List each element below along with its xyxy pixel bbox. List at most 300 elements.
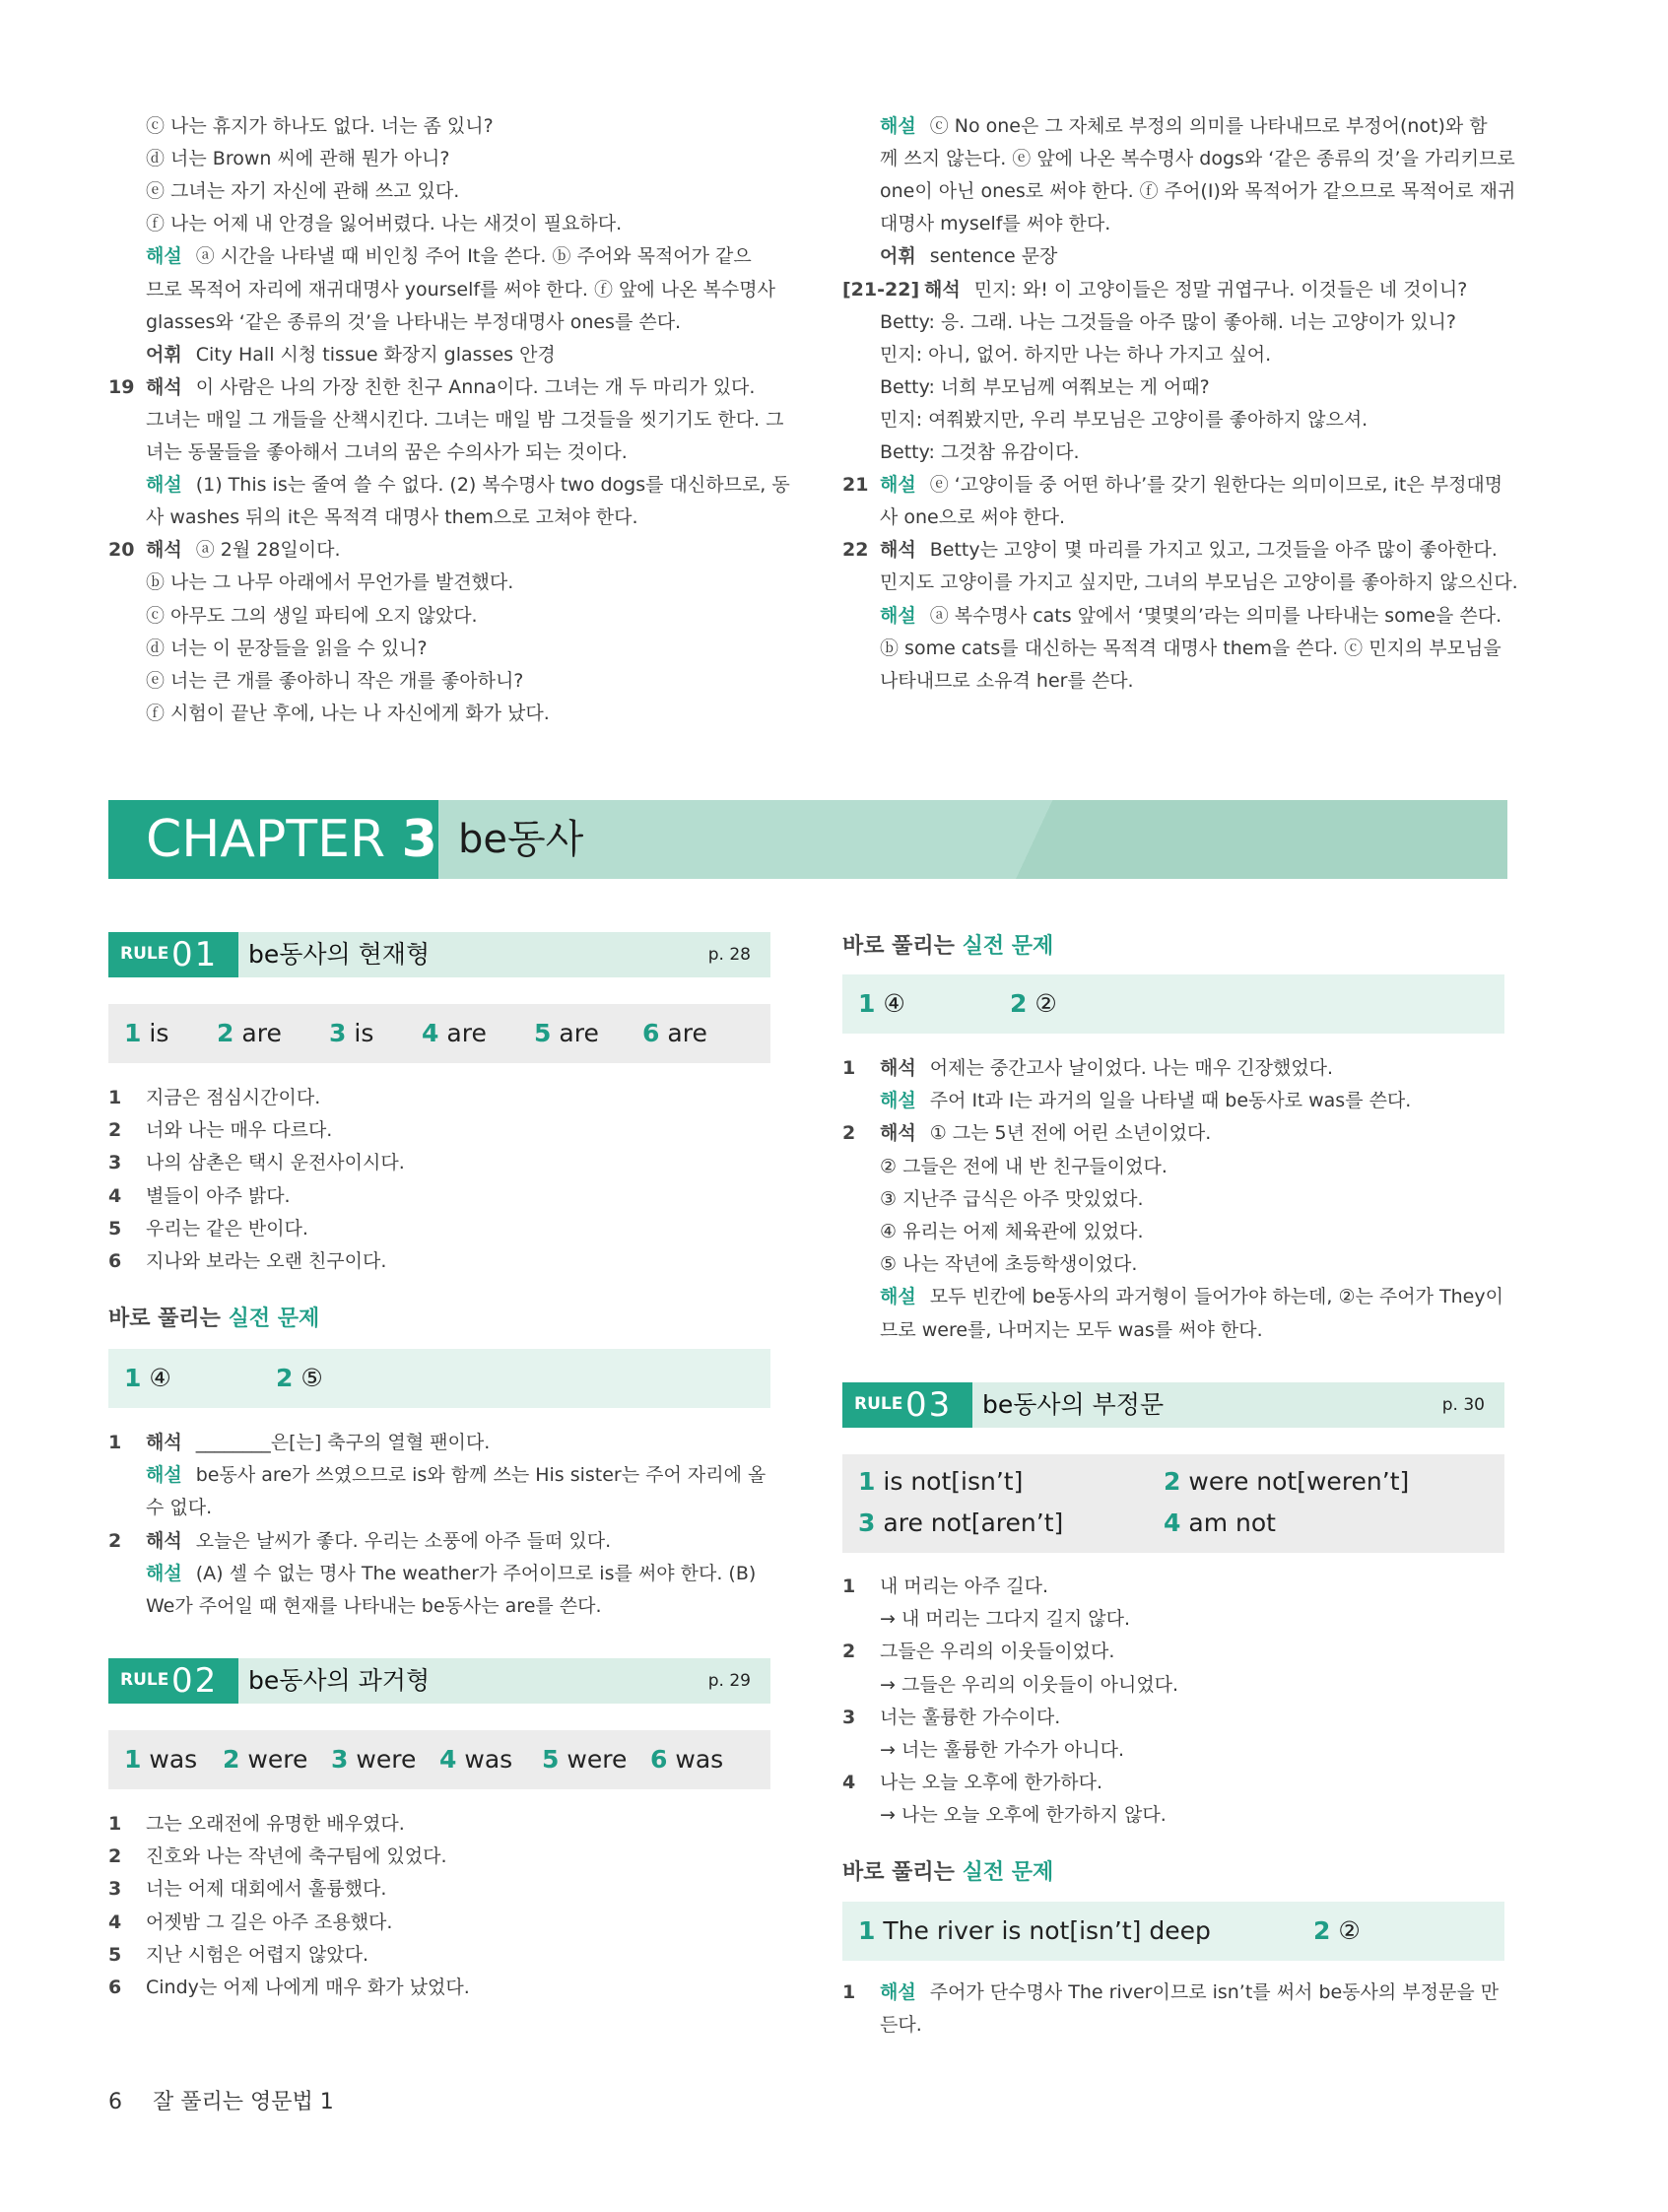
rule-02-answer-box bbox=[108, 1730, 770, 1789]
answer-value: am not bbox=[1188, 1508, 1276, 1537]
line-text: (1) This is는 줄여 쓸 수 없다. (2) 복수명사 two dogs를 대신하므로, 동 bbox=[195, 474, 790, 497]
answer-number: 4 bbox=[1164, 1508, 1181, 1537]
practice-title-b: 실전 문제 bbox=[962, 934, 1054, 959]
item-number: 2 bbox=[108, 1845, 122, 1868]
line-text: ⓑ 나는 그 나무 아래에서 무언가를 발견했다. bbox=[146, 571, 514, 594]
chapter-number: 3 bbox=[401, 810, 437, 869]
line-body bbox=[146, 469, 790, 502]
line-body bbox=[146, 1590, 602, 1623]
answer-number: 5 bbox=[542, 1745, 560, 1774]
answer-item bbox=[650, 1730, 723, 1789]
answer-value: were bbox=[567, 1745, 628, 1774]
item-number: 1 bbox=[108, 1432, 122, 1453]
line-body bbox=[146, 274, 775, 306]
line-text: 나타내므로 소유격 her를 쓴다. bbox=[880, 669, 1134, 692]
item-number: 5 bbox=[108, 1943, 122, 1966]
rule-tag bbox=[842, 1382, 972, 1428]
answer-number: 4 bbox=[439, 1745, 457, 1774]
line-text: City Hall 시청 tissue 화장지 glasses 안경 bbox=[195, 343, 556, 366]
line-body bbox=[146, 1459, 766, 1492]
answer-number: 3 bbox=[331, 1745, 349, 1774]
label-keyword: 해석 bbox=[880, 1057, 916, 1079]
label-keyword: 해설 bbox=[880, 1286, 916, 1308]
answer-number: 1 bbox=[858, 989, 876, 1018]
label-keyword: 해설 bbox=[880, 1090, 916, 1112]
line-text: ⓐ 복수명사 cats 앞에서 ‘몇몇의’라는 의미를 나타내는 some을 쓴다. bbox=[929, 604, 1502, 627]
item-number: 22 bbox=[842, 539, 869, 562]
answer-item bbox=[542, 1730, 627, 1789]
answer-value: ② bbox=[1034, 989, 1057, 1018]
line-body bbox=[146, 698, 550, 730]
answer-item bbox=[223, 1730, 307, 1789]
rule-tag-label: RULE bbox=[854, 1394, 903, 1414]
item-number: 4 bbox=[842, 1772, 856, 1794]
line-body bbox=[880, 436, 1079, 469]
answer-value: was bbox=[464, 1745, 513, 1774]
line-text: ③ 지난주 급식은 아주 맛있었다. bbox=[880, 1187, 1144, 1210]
line-text: ⑤ 나는 작년에 초등학생이었다. bbox=[880, 1253, 1138, 1276]
line-body bbox=[880, 1085, 1411, 1117]
answer-value: was bbox=[675, 1745, 724, 1774]
rule-page: p. 30 bbox=[1441, 1395, 1485, 1415]
line-body bbox=[880, 1052, 1333, 1085]
line-text: ⓕ 나는 어제 내 안경을 잃어버렸다. 나는 새것이 필요하다. bbox=[146, 213, 623, 235]
line-body bbox=[146, 436, 628, 469]
item-number: 1 bbox=[842, 1057, 856, 1079]
line-text: one이 아닌 ones로 써야 한다. ⓕ 주어(I)와 목적어가 같으므로 목적어로 재귀 bbox=[880, 180, 1516, 203]
rule-01-header bbox=[108, 932, 770, 977]
line-body bbox=[146, 1492, 212, 1524]
line-body bbox=[880, 1571, 1048, 1603]
page-number: 6 bbox=[108, 2090, 122, 2114]
practice-title-rule-01 bbox=[108, 1302, 319, 1332]
line-text: Betty: 너희 부모님께 여쭤보는 게 어때? bbox=[880, 375, 1210, 398]
line-text: sentence 문장 bbox=[929, 245, 1058, 268]
line-text: 지난 시험은 어렵지 않았다. bbox=[146, 1943, 369, 1966]
answer-value: are bbox=[559, 1019, 599, 1047]
line-body bbox=[146, 1873, 386, 1906]
line-body bbox=[146, 1114, 332, 1147]
rule-tag-label: RULE bbox=[120, 944, 169, 964]
answer-item bbox=[124, 1730, 197, 1789]
answer-number: 1 bbox=[124, 1745, 142, 1774]
rule-number: 01 bbox=[171, 935, 219, 974]
line-text: ⓒ 나는 휴지가 하나도 없다. 너는 좀 있니? bbox=[146, 115, 494, 137]
answer-item bbox=[858, 1462, 1023, 1502]
line-text: ⓒ No one은 그 자체로 부정의 의미를 나타내므로 부정어(not)와 함 bbox=[929, 115, 1488, 137]
line-text: 너는 어제 대회에서 훌륭했다. bbox=[146, 1878, 387, 1901]
line-body bbox=[880, 567, 1518, 599]
practice-title-rule-02 bbox=[842, 929, 1053, 960]
answer-number: 1 bbox=[124, 1364, 142, 1392]
item-number: 1 bbox=[108, 1087, 122, 1108]
line-text: 주어 It과 I는 과거의 일을 나타낼 때 be동사로 was를 쓴다. bbox=[929, 1090, 1412, 1112]
line-text: 나의 삼촌은 택시 운전사이시다. bbox=[146, 1152, 405, 1174]
practice-title-a: 바로 풀리는 bbox=[842, 934, 955, 959]
item-number: 6 bbox=[108, 1250, 122, 1272]
item-number: 19 bbox=[108, 375, 135, 398]
line-text: 별들이 아주 밝다. bbox=[146, 1184, 291, 1207]
line-text: Cindy는 어제 나에게 매우 화가 났었다. bbox=[146, 1977, 470, 1998]
item-number: 3 bbox=[108, 1878, 122, 1901]
practice-title-b: 실전 문제 bbox=[228, 1307, 320, 1331]
chapter-banner bbox=[108, 800, 1507, 879]
rule-number: 03 bbox=[905, 1385, 953, 1425]
answer-item bbox=[642, 1004, 707, 1063]
line-body bbox=[880, 404, 1368, 436]
line-body bbox=[880, 1151, 1168, 1183]
line-text: 주어가 단수명사 The river이므로 isn’t를 써서 be동사의 부정문을 만 bbox=[929, 1981, 1500, 2003]
answer-value: ④ bbox=[149, 1364, 171, 1392]
line-body bbox=[146, 534, 341, 567]
rule-page: p. 28 bbox=[707, 945, 751, 965]
label-keyword: 해석 bbox=[146, 1432, 182, 1453]
line-text: 므로 목적어 자리에 재귀대명사 yourself를 써야 한다. ⓕ 앞에 나온 복수명사 bbox=[146, 278, 775, 301]
line-body bbox=[146, 404, 784, 436]
chapter-label-box bbox=[108, 800, 438, 879]
line-text: glasses와 ‘같은 종류의 것’을 나타내는 부정대명사 ones를 쓴다. bbox=[146, 310, 682, 333]
answer-number: 6 bbox=[642, 1019, 660, 1047]
line-text: 수 없다. bbox=[146, 1497, 213, 1519]
answer-number: 3 bbox=[858, 1508, 876, 1537]
item-number: 3 bbox=[842, 1706, 856, 1728]
line-body bbox=[146, 1213, 308, 1245]
practice-title-a: 바로 풀리는 bbox=[108, 1307, 221, 1331]
label-keyword: 해설 bbox=[146, 1562, 182, 1584]
line-body bbox=[146, 633, 428, 665]
line-text: Betty는 고양이 몇 마리를 가지고 있고, 그것들을 아주 많이 좋아한다. bbox=[929, 539, 1498, 562]
rule-03-header bbox=[842, 1382, 1504, 1428]
answer-item bbox=[276, 1349, 323, 1408]
line-text: 나는 오늘 오후에 한가하다. bbox=[880, 1772, 1103, 1794]
line-body bbox=[146, 1525, 611, 1558]
practice-answer-box-rule-03 bbox=[842, 1902, 1504, 1961]
line-text: ① 그는 5년 전에 어린 소년이었다. bbox=[929, 1122, 1212, 1145]
line-body bbox=[880, 1216, 1143, 1248]
line-text: 내 머리는 아주 길다. bbox=[880, 1575, 1048, 1597]
label-keyword: 해설 bbox=[146, 1464, 182, 1487]
line-text: (A) 셀 수 없는 명사 The weather가 주어이므로 is를 써야 한다. (B) bbox=[195, 1562, 757, 1584]
line-text: 어제는 중간고사 날이었다. 나는 매우 긴장했었다. bbox=[929, 1057, 1334, 1079]
line-text: 지나와 보라는 오랜 친구이다. bbox=[146, 1250, 387, 1272]
answer-item bbox=[1313, 1902, 1361, 1961]
line-body bbox=[146, 1558, 756, 1590]
answer-item bbox=[534, 1004, 599, 1063]
line-text: → 내 머리는 그다지 길지 않다. bbox=[880, 1608, 1131, 1631]
rule-title: be동사의 부정문 bbox=[982, 1390, 1165, 1419]
answer-value: are bbox=[241, 1019, 282, 1047]
answer-number: 2 bbox=[1313, 1916, 1331, 1945]
rule-02-header bbox=[108, 1658, 770, 1704]
line-body bbox=[880, 240, 1057, 273]
label-keyword: 해설 bbox=[146, 245, 182, 268]
line-body bbox=[146, 175, 459, 208]
line-body bbox=[880, 469, 1502, 502]
line-body bbox=[146, 339, 556, 371]
label-keyword: 해석 bbox=[146, 1529, 182, 1552]
label-keyword: 해설 bbox=[880, 604, 916, 627]
line-body bbox=[146, 208, 622, 240]
line-text: 너와 나는 매우 다르다. bbox=[146, 1119, 333, 1142]
answer-item bbox=[1010, 974, 1057, 1034]
line-body bbox=[146, 665, 523, 698]
line-text: 든다. bbox=[880, 2014, 922, 2037]
line-text: 녀는 동물들을 좋아해서 그녀의 꿈은 수의사가 되는 것이다. bbox=[146, 441, 628, 463]
line-body bbox=[880, 208, 1110, 240]
line-text: 모두 빈칸에 be동사의 과거형이 들어가야 하는데, ②는 주어가 They이 bbox=[929, 1286, 1503, 1308]
line-body bbox=[880, 143, 1515, 175]
line-text: We가 주어일 때 현재를 나타내는 be동사는 are를 쓴다. bbox=[146, 1595, 602, 1617]
label-keyword: 해설 bbox=[880, 115, 916, 137]
answer-value: is bbox=[354, 1019, 374, 1047]
line-body bbox=[146, 502, 638, 534]
item-number: 6 bbox=[108, 1977, 122, 1998]
line-text: 대명사 myself를 써야 한다. bbox=[880, 213, 1111, 235]
line-text: 민지: 와! 이 고양이들은 정말 귀엽구나. 이것들은 네 것이니? bbox=[973, 278, 1468, 301]
line-text: 그는 오래전에 유명한 배우였다. bbox=[146, 1813, 405, 1835]
answer-value: ④ bbox=[883, 989, 905, 1018]
item-number: 20 bbox=[108, 539, 135, 562]
line-text: 우리는 같은 반이다. bbox=[146, 1217, 308, 1240]
answer-item bbox=[858, 974, 905, 1034]
line-text: 사 one으로 써야 한다. bbox=[880, 506, 1065, 529]
answer-value: is bbox=[149, 1019, 169, 1047]
line-body bbox=[146, 143, 450, 175]
line-text: ⓑ some cats를 대신하는 목적격 대명사 them을 쓴다. ⓒ 민지의 부모님을 bbox=[880, 637, 1501, 659]
line-text: 지금은 점심시간이다. bbox=[146, 1087, 321, 1108]
line-text: 민지: 여쭤봤지만, 우리 부모님은 고양이를 좋아하지 않으셔. bbox=[880, 408, 1368, 431]
line-text: 그들은 우리의 이웃들이었다. bbox=[880, 1641, 1115, 1663]
line-body bbox=[880, 502, 1065, 534]
line-body bbox=[146, 240, 752, 273]
line-body bbox=[880, 534, 1498, 567]
line-body bbox=[880, 1603, 1130, 1636]
item-number: 2 bbox=[108, 1119, 122, 1142]
answer-item bbox=[217, 1004, 282, 1063]
answer-item bbox=[1164, 1504, 1276, 1543]
line-text: ② 그들은 전에 내 반 친구들이었다. bbox=[880, 1155, 1168, 1177]
line-text: ⓕ 시험이 끝난 후에, 나는 나 자신에게 화가 났다. bbox=[146, 702, 550, 724]
line-text: 므로 were를, 나머지는 모두 was를 써야 한다. bbox=[880, 1318, 1263, 1341]
answer-number: 6 bbox=[650, 1745, 668, 1774]
answer-value: ⑤ bbox=[300, 1364, 323, 1392]
line-body bbox=[880, 2009, 922, 2042]
line-body bbox=[146, 110, 494, 143]
label-keyword: 해설 bbox=[880, 1981, 916, 2003]
rule-page: p. 29 bbox=[707, 1671, 751, 1691]
practice-answer-box-rule-02 bbox=[842, 974, 1504, 1034]
line-body bbox=[146, 1972, 470, 2004]
line-text: Betty: 응. 그래. 나는 그것들을 아주 많이 좋아해. 너는 고양이가 있니? bbox=[880, 310, 1456, 333]
label-keyword: 해석 bbox=[924, 278, 961, 301]
line-text: 민지도 고양이를 가지고 싶지만, 그녀의 부모님은 고양이를 좋아하지 않으신다. bbox=[880, 571, 1518, 594]
line-body bbox=[146, 567, 513, 599]
line-text: 이 사람은 나의 가장 친한 친구 Anna이다. 그녀는 개 두 마리가 있다. bbox=[195, 375, 756, 398]
line-text: 어젯밤 그 길은 아주 조용했다. bbox=[146, 1910, 393, 1933]
line-body bbox=[880, 1314, 1263, 1347]
item-number: 2 bbox=[842, 1641, 856, 1663]
line-text: 그녀는 매일 그 개들을 산책시킨다. 그녀는 매일 밤 그것들을 씻기기도 한다. 그 bbox=[146, 408, 784, 431]
answer-item bbox=[329, 1004, 373, 1063]
line-body bbox=[880, 1636, 1114, 1668]
line-text: ⓔ 그녀는 자기 자신에 관해 쓰고 있다. bbox=[146, 180, 460, 203]
line-body bbox=[880, 1799, 1167, 1832]
label-keyword: 어휘 bbox=[880, 245, 916, 268]
answer-number: 2 bbox=[1164, 1467, 1181, 1496]
answer-item bbox=[439, 1730, 512, 1789]
line-body bbox=[146, 1841, 447, 1873]
line-body bbox=[880, 1702, 1060, 1734]
item-number: 1 bbox=[842, 1981, 856, 2003]
rule-number: 02 bbox=[171, 1661, 219, 1701]
line-body bbox=[146, 1808, 405, 1841]
label-keyword: 해석 bbox=[880, 539, 916, 562]
item-number: 21 bbox=[842, 474, 869, 497]
chapter-title: be동사 bbox=[458, 817, 584, 862]
line-body bbox=[146, 1180, 291, 1213]
line-body bbox=[146, 306, 681, 339]
answer-number: 1 bbox=[124, 1019, 142, 1047]
answer-item bbox=[422, 1004, 487, 1063]
line-text: be동사 are가 쓰였으므로 is와 함께 쓰는 His sister는 주어 자리에 올 bbox=[195, 1464, 767, 1487]
answer-item bbox=[124, 1004, 168, 1063]
item-number: 2 bbox=[842, 1122, 856, 1145]
line-body bbox=[880, 1977, 1499, 2009]
rule-03-answer-box bbox=[842, 1454, 1504, 1553]
answer-value: was bbox=[149, 1745, 198, 1774]
practice-title-b: 실전 문제 bbox=[962, 1860, 1054, 1885]
rule-tag bbox=[108, 1658, 238, 1704]
answer-value: The river is not[isn’t] deep bbox=[883, 1916, 1211, 1945]
rule-tag bbox=[108, 932, 238, 977]
line-body bbox=[146, 1147, 405, 1179]
practice-answer-box-rule-01 bbox=[108, 1349, 770, 1408]
page-footer bbox=[108, 2085, 334, 2115]
answer-item bbox=[331, 1730, 416, 1789]
line-text: ________은[는] 축구의 열혈 팬이다. bbox=[195, 1432, 491, 1453]
line-body bbox=[146, 1427, 490, 1459]
practice-title-a: 바로 풀리는 bbox=[842, 1860, 955, 1885]
line-text: ⓐ 2월 28일이다. bbox=[195, 539, 341, 562]
line-body bbox=[880, 600, 1501, 633]
line-text: ④ 유리는 어제 체육관에 있었다. bbox=[880, 1221, 1144, 1242]
line-text: 너는 훌륭한 가수이다. bbox=[880, 1706, 1061, 1728]
answer-number: 3 bbox=[329, 1019, 347, 1047]
line-text: ⓐ 시간을 나타낼 때 비인칭 주어 It을 쓴다. ⓑ 주어와 목적어가 같으 bbox=[195, 245, 752, 268]
answer-number: 2 bbox=[1010, 989, 1028, 1018]
answer-value: is not[isn’t] bbox=[883, 1467, 1024, 1496]
item-number: 2 bbox=[108, 1529, 122, 1552]
line-body bbox=[146, 1082, 320, 1114]
item-number: 5 bbox=[108, 1217, 122, 1240]
line-text: 오늘은 날씨가 좋다. 우리는 소풍에 아주 들떠 있다. bbox=[195, 1529, 612, 1552]
line-body bbox=[880, 1117, 1211, 1150]
line-text: 민지: 아니, 없어. 하지만 나는 하나 가지고 싶어. bbox=[880, 343, 1272, 366]
label-keyword: 해설 bbox=[146, 474, 182, 497]
line-body bbox=[880, 1734, 1124, 1767]
item-number: 4 bbox=[108, 1910, 122, 1933]
line-text: ⓓ 너는 이 문장들을 읽을 수 있니? bbox=[146, 637, 428, 659]
answer-item bbox=[1164, 1462, 1409, 1502]
item-number: 3 bbox=[108, 1152, 122, 1174]
line-body bbox=[880, 1669, 1178, 1702]
answer-number: 1 bbox=[858, 1916, 876, 1945]
answer-number: 5 bbox=[534, 1019, 552, 1047]
answer-number: 2 bbox=[223, 1745, 240, 1774]
line-body bbox=[880, 306, 1456, 339]
answer-item bbox=[858, 1902, 1211, 1961]
line-text: ⓓ 너는 Brown 씨에 관해 뭔가 아니? bbox=[146, 148, 450, 170]
line-text: ⓒ 아무도 그의 생일 파티에 오지 않았다. bbox=[146, 604, 478, 627]
line-body bbox=[146, 1245, 386, 1278]
line-text: → 나는 오늘 오후에 한가하지 않다. bbox=[880, 1804, 1167, 1827]
rule-tag-label: RULE bbox=[120, 1670, 169, 1690]
label-keyword: 해석 bbox=[880, 1122, 916, 1145]
line-body bbox=[880, 1767, 1102, 1799]
answer-item bbox=[124, 1349, 171, 1408]
chapter-label: CHAPTER bbox=[146, 810, 386, 869]
line-text: ⓔ 너는 큰 개를 좋아하니 작은 개를 좋아하니? bbox=[146, 669, 524, 692]
chapter-title-bar bbox=[438, 800, 1507, 879]
answer-number: 1 bbox=[858, 1467, 876, 1496]
line-body bbox=[146, 1939, 368, 1972]
line-body bbox=[880, 339, 1271, 371]
banner-stripe bbox=[1010, 800, 1507, 879]
line-body bbox=[880, 371, 1210, 404]
line-body bbox=[146, 600, 478, 633]
line-body bbox=[146, 1907, 392, 1939]
label-keyword: 어휘 bbox=[146, 343, 182, 366]
line-body bbox=[880, 633, 1501, 665]
answer-value: are bbox=[446, 1019, 487, 1047]
line-text: 사 washes 뒤의 it은 목적격 대명사 them으로 고쳐야 한다. bbox=[146, 506, 638, 529]
item-number: 1 bbox=[108, 1813, 122, 1835]
answer-value: were bbox=[247, 1745, 308, 1774]
line-text: ⓔ ‘고양이들 중 어떤 하나’를 갖기 원한다는 의미이므로, it은 부정대명 bbox=[929, 474, 1503, 497]
answer-number: 4 bbox=[422, 1019, 439, 1047]
line-body bbox=[880, 1183, 1143, 1216]
practice-title-rule-03 bbox=[842, 1855, 1053, 1886]
line-body bbox=[924, 274, 1467, 306]
label-keyword: 해설 bbox=[880, 474, 916, 497]
line-body bbox=[146, 371, 755, 404]
line-body bbox=[880, 665, 1134, 698]
answer-value: were bbox=[356, 1745, 417, 1774]
line-body bbox=[880, 175, 1515, 208]
rule-01-answer-box bbox=[108, 1004, 770, 1063]
rule-title: be동사의 현재형 bbox=[248, 940, 431, 969]
line-text: 께 쓰지 않는다. ⓔ 앞에 나온 복수명사 dogs와 ‘같은 종류의 것’을 가리키므로 bbox=[880, 148, 1515, 170]
answer-value: are not[aren’t] bbox=[883, 1508, 1064, 1537]
rule-title: be동사의 과거형 bbox=[248, 1666, 431, 1695]
line-text: → 그들은 우리의 이웃들이 아니었다. bbox=[880, 1673, 1179, 1696]
item-number: 4 bbox=[108, 1184, 122, 1207]
answer-value: are bbox=[667, 1019, 707, 1047]
answer-number: 2 bbox=[217, 1019, 234, 1047]
line-body bbox=[880, 1248, 1137, 1281]
answer-value: were not[weren’t] bbox=[1188, 1467, 1410, 1496]
label-keyword: 해석 bbox=[146, 539, 182, 562]
label-keyword: 해석 bbox=[146, 375, 182, 398]
answer-number: 2 bbox=[276, 1364, 294, 1392]
answer-value: ② bbox=[1338, 1916, 1361, 1945]
line-text: Betty: 그것참 유감이다. bbox=[880, 441, 1080, 463]
line-body bbox=[880, 1281, 1503, 1313]
answer-item bbox=[858, 1504, 1063, 1543]
item-number: [21-22] bbox=[842, 278, 920, 301]
line-text: → 너는 훌륭한 가수가 아니다. bbox=[880, 1739, 1125, 1761]
book-title: 잘 풀리는 영문법 1 bbox=[153, 2090, 334, 2114]
